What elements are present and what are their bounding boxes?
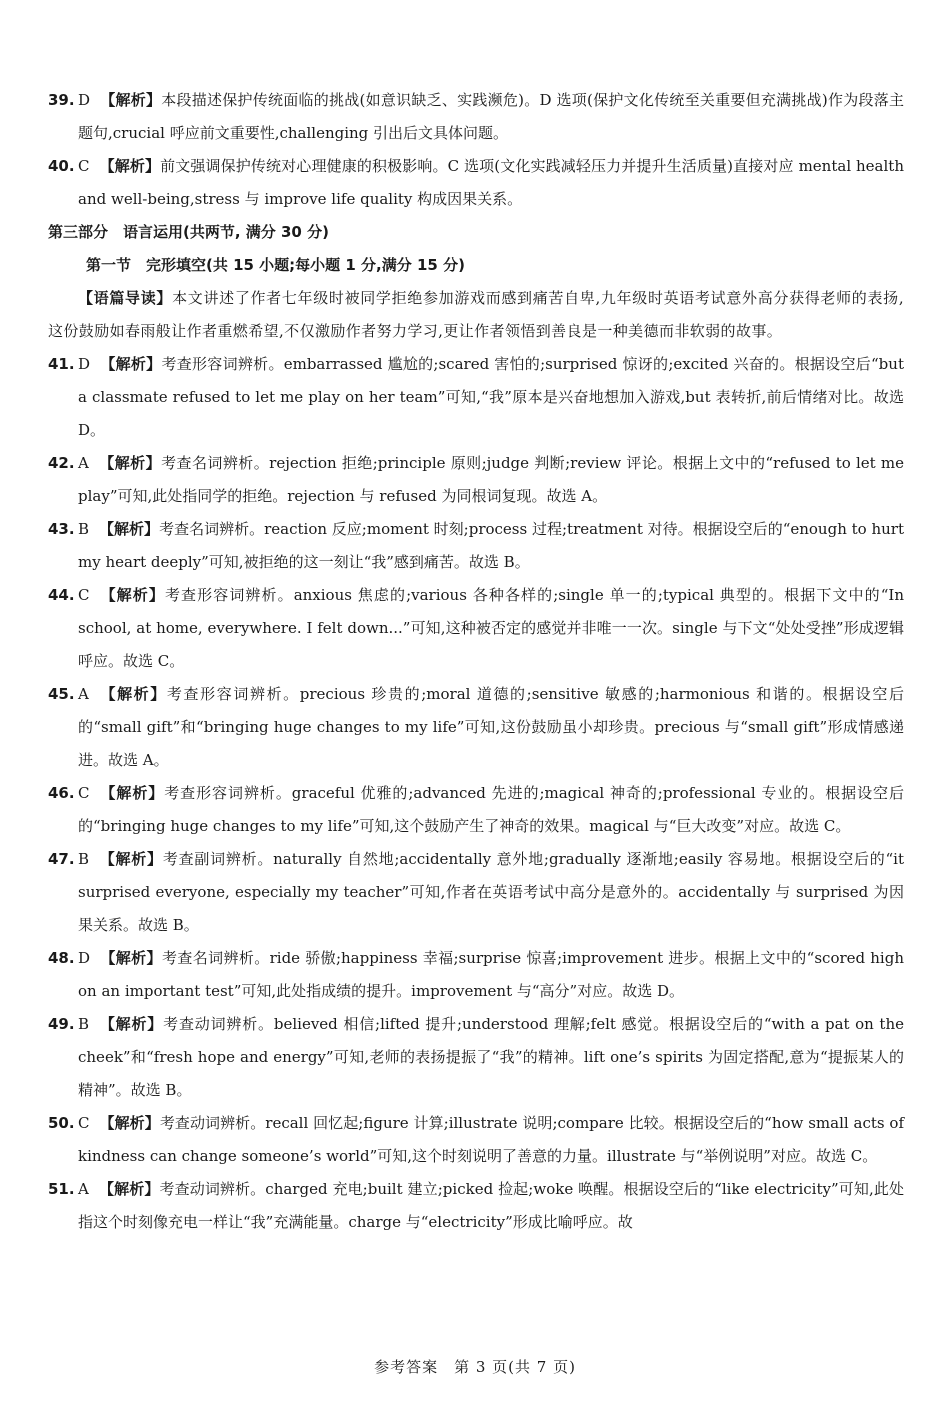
question-number: 39. — [48, 91, 75, 109]
question-number: 41. — [48, 355, 75, 373]
answer-letter: D — [78, 91, 91, 109]
answer-letter: D — [78, 355, 91, 373]
page-footer: 参考答案 第 3 页(共 7 页) — [374, 1358, 576, 1376]
question-number: 50. — [48, 1114, 75, 1132]
answer-item — [48, 843, 904, 942]
answer-item — [48, 579, 904, 678]
analysis-text: 考查名词辨析。ride 骄傲;happiness 幸福;surprise 惊喜;improvement 进步。根据上文中的“scored high on an important test”可知,此处指成绩的提升。improvement 与“高分”对应。故选 D。 — [78, 949, 904, 1000]
analysis-text: 考查副词辨析。naturally 自然地;accidentally 意外地;gradually 逐渐地;easily 容易地。根据设空后的“it surprised everyone, especially my teacher”可知,作者在英语考试中高分是意外的。accidentally 与 surprised 为因果关系。故选 B。 — [78, 850, 904, 934]
analysis-text: 考查名词辨析。reaction 反应;moment 时刻;process 过程;treatment 对待。根据设空后的“enough to hurt my heart deeply”可知,被拒绝的这一刻让“我”感到痛苦。故选 B。 — [78, 520, 904, 571]
question-number: 40. — [48, 157, 75, 175]
analysis-text: 考查动词辨析。recall 回忆起;figure 计算;illustrate 说明;compare 比较。根据设空后的“how small acts of kindness can change someone’s world”可知,这个时刻说明了善意的力量。illustrate 与“举例说明”对应。故选 C。 — [78, 1114, 904, 1165]
question-number: 46. — [48, 784, 75, 802]
question-number: 42. — [48, 454, 75, 472]
answer-letter: A — [78, 454, 89, 472]
analysis-text: 考查动词辨析。charged 充电;built 建立;picked 捡起;woke 唤醒。根据设空后的“like electricity”可知,此处指这个时刻像充电一样让“我”充满能量。charge 与“electricity”形成比喻呼应。故 — [78, 1180, 904, 1231]
question-number: 44. — [48, 586, 75, 604]
analysis-tag: 【解析】 — [98, 1180, 160, 1198]
answer-letter: C — [78, 784, 90, 802]
analysis-tag: 【解析】 — [100, 355, 162, 373]
analysis-text: 考查形容词辨析。embarrassed 尴尬的;scared 害怕的;surprised 惊讶的;excited 兴奋的。根据设空后“but a classmate refused to let me play on her team”可知,“我”原本是兴奋地想加入游戏,but 表转折,前后情绪对比。故选 D。 — [78, 355, 904, 439]
answer-item — [48, 942, 904, 1008]
analysis-tag: 【解析】 — [99, 520, 160, 538]
analysis-tag: 【解析】 — [98, 454, 162, 472]
answer-item — [48, 678, 904, 777]
analysis-text: 考查形容词辨析。anxious 焦虑的;various 各种各样的;single 单一的;typical 典型的。根据下文中的“In school, at home, everywhere. I felt down...”可知,这种被否定的感觉并非唯一一次。single 与下文“处处受挫”形成逻辑呼应。故选 C。 — [78, 586, 904, 670]
question-number: 45. — [48, 685, 75, 703]
answer-letter: B — [78, 850, 90, 868]
answer-letter: C — [78, 1114, 90, 1132]
analysis-text: 本段描述保护传统面临的挑战(如意识缺乏、实践濒危)。D 选项(保护文化传统至关重要但充满挑战)作为段落主题句,crucial 呼应前文重要性,challenging 引出后文具体问题。 — [78, 91, 904, 142]
question-number: 49. — [48, 1015, 75, 1033]
analysis-tag: 【解析】 — [98, 685, 167, 703]
analysis-tag: 【解析】 — [99, 850, 163, 868]
part-title: 第三部分 语言运用(共两节, 满分 30 分) — [48, 223, 329, 241]
question-number: 43. — [48, 520, 75, 538]
analysis-tag: 【解析】 — [99, 1114, 160, 1132]
answer-letter: A — [78, 1180, 89, 1198]
answer-letter: B — [78, 1015, 90, 1033]
analysis-text: 考查形容词辨析。graceful 优雅的;advanced 先进的;magical 神奇的;professional 专业的。根据设空后的“bringing huge changes to my life”可知,这个鼓励产生了神奇的效果。magical 与“巨大改变”对应。故选 C。 — [78, 784, 904, 835]
answer-item — [48, 513, 904, 579]
question-number: 48. — [48, 949, 75, 967]
answer-item — [48, 1107, 904, 1173]
analysis-text: 考查动词辨析。believed 相信;lifted 提升;understood 理解;felt 感觉。根据设空后的“with a pat on the cheek”和“fresh hope and energy”可知,老师的表扬提振了“我”的精神。lift one’s spirits 为固定搭配,意为“提振某人的精神”。故选 B。 — [78, 1015, 904, 1099]
reading-guide — [48, 282, 904, 348]
analysis-text: 考查名词辨析。rejection 拒绝;principle 原则;judge 判断;review 评论。根据上文中的“refused to let me play”可知,此处指同学的拒绝。rejection 与 refused 为同根词复现。故选 A。 — [78, 454, 904, 505]
reading-guide-text: 本文讲述了作者七年级时被同学拒绝参加游戏而感到痛苦自卑,九年级时英语考试意外高分获得老师的表扬,这份鼓励如春雨般让作者重燃希望,不仅激励作者努力学习,更让作者领悟到善良是一种美德而非软弱的故事。 — [48, 289, 904, 340]
analysis-tag: 【解析】 — [99, 1015, 164, 1033]
section-title: 第一节 完形填空(共 15 小题;每小题 1 分,满分 15 分) — [86, 256, 465, 274]
answer-letter: A — [78, 685, 89, 703]
answer-item — [48, 84, 904, 150]
answer-letter: C — [78, 157, 90, 175]
analysis-tag: 【解析】 — [100, 91, 162, 109]
answer-item — [48, 1008, 904, 1107]
analysis-tag: 【解析】 — [99, 586, 165, 604]
answer-letter: D — [78, 949, 91, 967]
reading-guide-tag: 【语篇导读】 — [78, 289, 173, 307]
answer-list-top — [48, 84, 904, 216]
answer-letter: B — [78, 520, 90, 538]
answer-item — [48, 777, 904, 843]
page-content — [48, 84, 904, 1239]
answer-item — [48, 150, 904, 216]
answer-item — [48, 447, 904, 513]
question-number: 51. — [48, 1180, 75, 1198]
analysis-tag: 【解析】 — [100, 949, 162, 967]
analysis-text: 考查形容词辨析。precious 珍贵的;moral 道德的;sensitive 敏感的;harmonious 和谐的。根据设空后的“small gift”和“bringing huge changes to my life”可知,这份鼓励虽小却珍贵。precious 与“small gift”形成情感递进。故选 A。 — [78, 685, 904, 769]
answer-item — [48, 1173, 904, 1239]
analysis-tag: 【解析】 — [99, 157, 161, 175]
analysis-tag: 【解析】 — [99, 784, 165, 802]
answer-letter: C — [78, 586, 90, 604]
question-number: 47. — [48, 850, 75, 868]
answer-list-cloze — [48, 348, 904, 1239]
analysis-text: 前文强调保护传统对心理健康的积极影响。C 选项(文化实践减轻压力并提升生活质量)直接对应 mental health and well-being,stress 与 improve life quality 构成因果关系。 — [78, 157, 904, 208]
answer-item — [48, 348, 904, 447]
